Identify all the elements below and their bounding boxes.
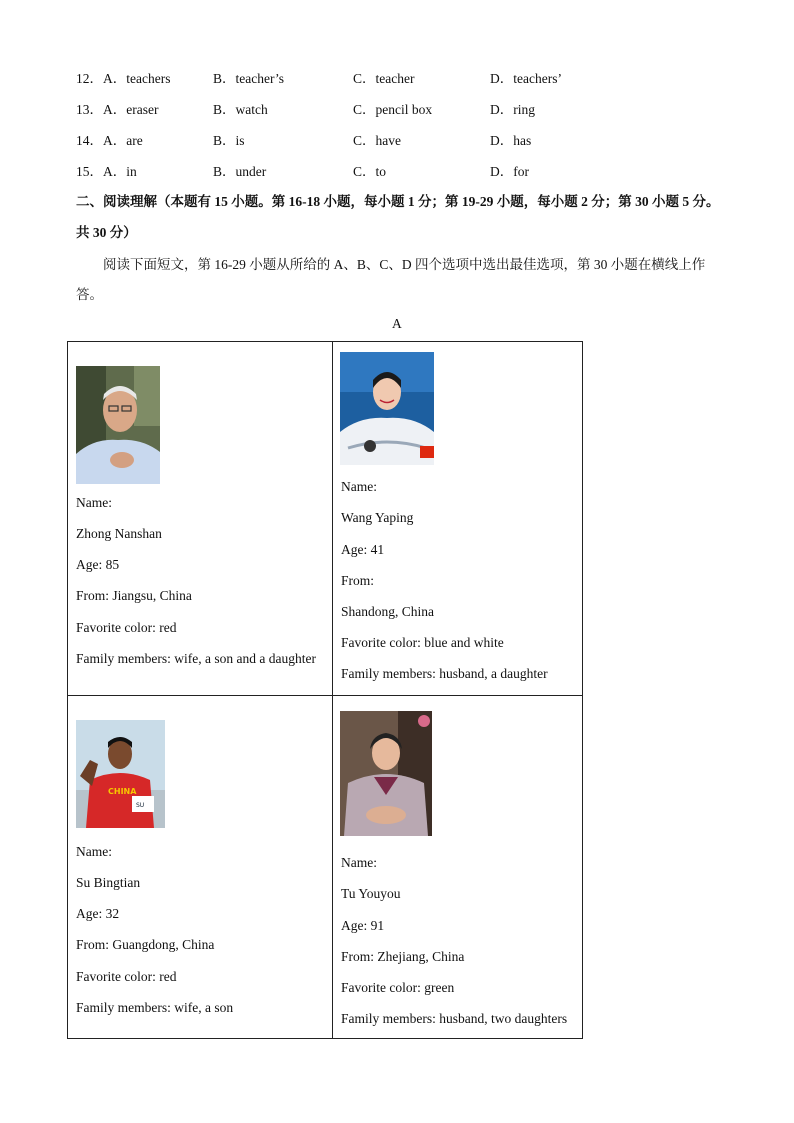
profile-from: Shandong, China bbox=[341, 604, 434, 619]
profiles-table bbox=[67, 341, 583, 1039]
profile-card-su-bingtian bbox=[68, 696, 333, 1039]
profile-favorite-color: Favorite color: blue and white bbox=[341, 635, 504, 650]
passage-label: A bbox=[392, 316, 402, 331]
profile-from: From: Guangdong, China bbox=[76, 937, 215, 952]
option-a: 14．A．are bbox=[76, 133, 143, 148]
reading-instruction: 阅读下面短文，第 16-29 小题从所给的 A、B、C、D 四个选项中选出最佳选项，第 30 小题在横线上作答。 bbox=[76, 257, 706, 302]
profile-from-label: From: bbox=[341, 573, 375, 588]
option-c: C．to bbox=[353, 164, 387, 179]
jersey-text: CHINA bbox=[108, 787, 137, 796]
profile-from: From: Zhejiang, China bbox=[341, 949, 465, 964]
option-a: 12．A．teachers bbox=[76, 71, 171, 86]
portrait-zhong-nanshan bbox=[76, 366, 160, 484]
option-b: B．under bbox=[213, 164, 267, 179]
option-d: D．for bbox=[490, 164, 529, 179]
option-c: C．have bbox=[353, 133, 401, 148]
profile-favorite-color: Favorite color: red bbox=[76, 620, 177, 635]
question-14 bbox=[76, 129, 736, 149]
option-d: D．teachers’ bbox=[490, 71, 562, 86]
profile-card-wang-yaping bbox=[333, 342, 583, 696]
option-c: C．pencil box bbox=[353, 102, 433, 117]
profile-name: Zhong Nanshan bbox=[76, 526, 162, 541]
option-d: D．ring bbox=[490, 102, 535, 117]
bib-text: SU bbox=[136, 802, 145, 809]
profile-card-tu-youyou bbox=[333, 696, 583, 1039]
profile-age: Age: 32 bbox=[76, 906, 120, 921]
profile-family: Family members: wife, a son bbox=[76, 1000, 234, 1015]
profile-name-label: Name: bbox=[76, 844, 112, 859]
option-b: B．watch bbox=[213, 102, 268, 117]
option-b: B．teacher’s bbox=[213, 71, 284, 86]
profile-favorite-color: Favorite color: red bbox=[76, 969, 177, 984]
profile-favorite-color: Favorite color: green bbox=[341, 980, 455, 995]
portrait-tu-youyou bbox=[340, 711, 432, 836]
question-13 bbox=[76, 98, 736, 118]
option-a: 15．A．in bbox=[76, 164, 137, 179]
portrait-su-bingtian bbox=[76, 720, 165, 828]
profile-age: Age: 91 bbox=[341, 918, 385, 933]
question-15 bbox=[76, 160, 736, 180]
profile-from: From: Jiangsu, China bbox=[76, 588, 192, 603]
profile-age: Age: 85 bbox=[76, 557, 120, 572]
portrait-wang-yaping bbox=[340, 352, 434, 465]
profile-family: Family members: wife, a son and a daughter bbox=[76, 651, 316, 666]
section-title: 二、阅读理解（本题有 15 小题。第 16-18 小题，每小题 1 分；第 19-29 小题，每小题 2 分；第 30 小题 5 分。共 30 分） bbox=[76, 194, 720, 240]
profile-family: Family members: husband, a daughter bbox=[341, 666, 548, 681]
option-a: 13．A．eraser bbox=[76, 102, 159, 117]
profile-name: Su Bingtian bbox=[76, 875, 141, 890]
option-b: B．is bbox=[213, 133, 245, 148]
option-c: C．teacher bbox=[353, 71, 415, 86]
profile-name: Wang Yaping bbox=[341, 510, 414, 525]
profile-name: Tu Youyou bbox=[341, 886, 401, 901]
question-12 bbox=[76, 67, 736, 87]
profile-card-zhong-nanshan bbox=[68, 342, 333, 696]
profile-name-label: Name: bbox=[76, 495, 112, 510]
profile-name-label: Name: bbox=[341, 855, 377, 870]
profile-family: Family members: husband, two daughters bbox=[341, 1011, 568, 1026]
profile-name-label: Name: bbox=[341, 479, 377, 494]
profile-age: Age: 41 bbox=[341, 542, 385, 557]
option-d: D．has bbox=[490, 133, 532, 148]
